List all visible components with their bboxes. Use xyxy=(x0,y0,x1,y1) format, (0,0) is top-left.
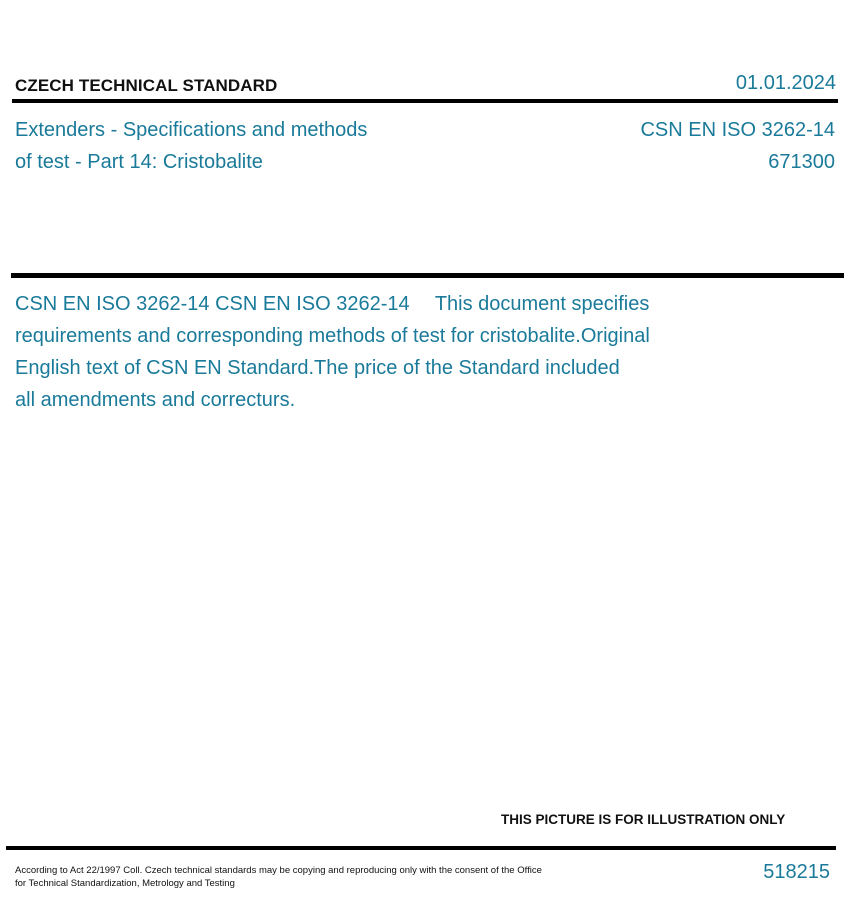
standard-title xyxy=(15,114,435,178)
footer-divider xyxy=(6,846,836,850)
legal-notice-line: According to Act 22/1997 Coll. Czech technical standards may be copying and reproducing only with the consent of the Office xyxy=(15,865,542,876)
abstract-line: requirements and corresponding methods of test for cristobalite.Original xyxy=(15,325,650,347)
document-id: 518215 xyxy=(763,861,830,883)
section-divider xyxy=(11,273,844,278)
illustration-disclaimer: THIS PICTURE IS FOR ILLUSTRATION ONLY xyxy=(501,812,786,827)
header-divider xyxy=(12,99,838,103)
standard-code: CSN EN ISO 3262-14 xyxy=(640,119,835,141)
abstract-line: CSN EN ISO 3262-14 CSN EN ISO 3262-14 This document specifies xyxy=(15,293,650,315)
standard-identifiers xyxy=(640,114,835,178)
classification-number: 671300 xyxy=(768,151,835,173)
standard-title-line: Extenders - Specifications and methods xyxy=(15,119,368,141)
abstract-line: English text of CSN EN Standard.The price of the Standard included xyxy=(15,357,620,379)
standard-title-line: of test - Part 14: Cristobalite xyxy=(15,151,263,173)
abstract-text xyxy=(15,288,715,416)
legal-notice xyxy=(15,864,585,890)
document-heading: CZECH TECHNICAL STANDARD xyxy=(15,76,278,95)
abstract-line: all amendments and correcturs. xyxy=(15,389,296,411)
legal-notice-line: for Technical Standardization, Metrology and Testing xyxy=(15,878,235,889)
publication-date: 01.01.2024 xyxy=(735,72,836,94)
